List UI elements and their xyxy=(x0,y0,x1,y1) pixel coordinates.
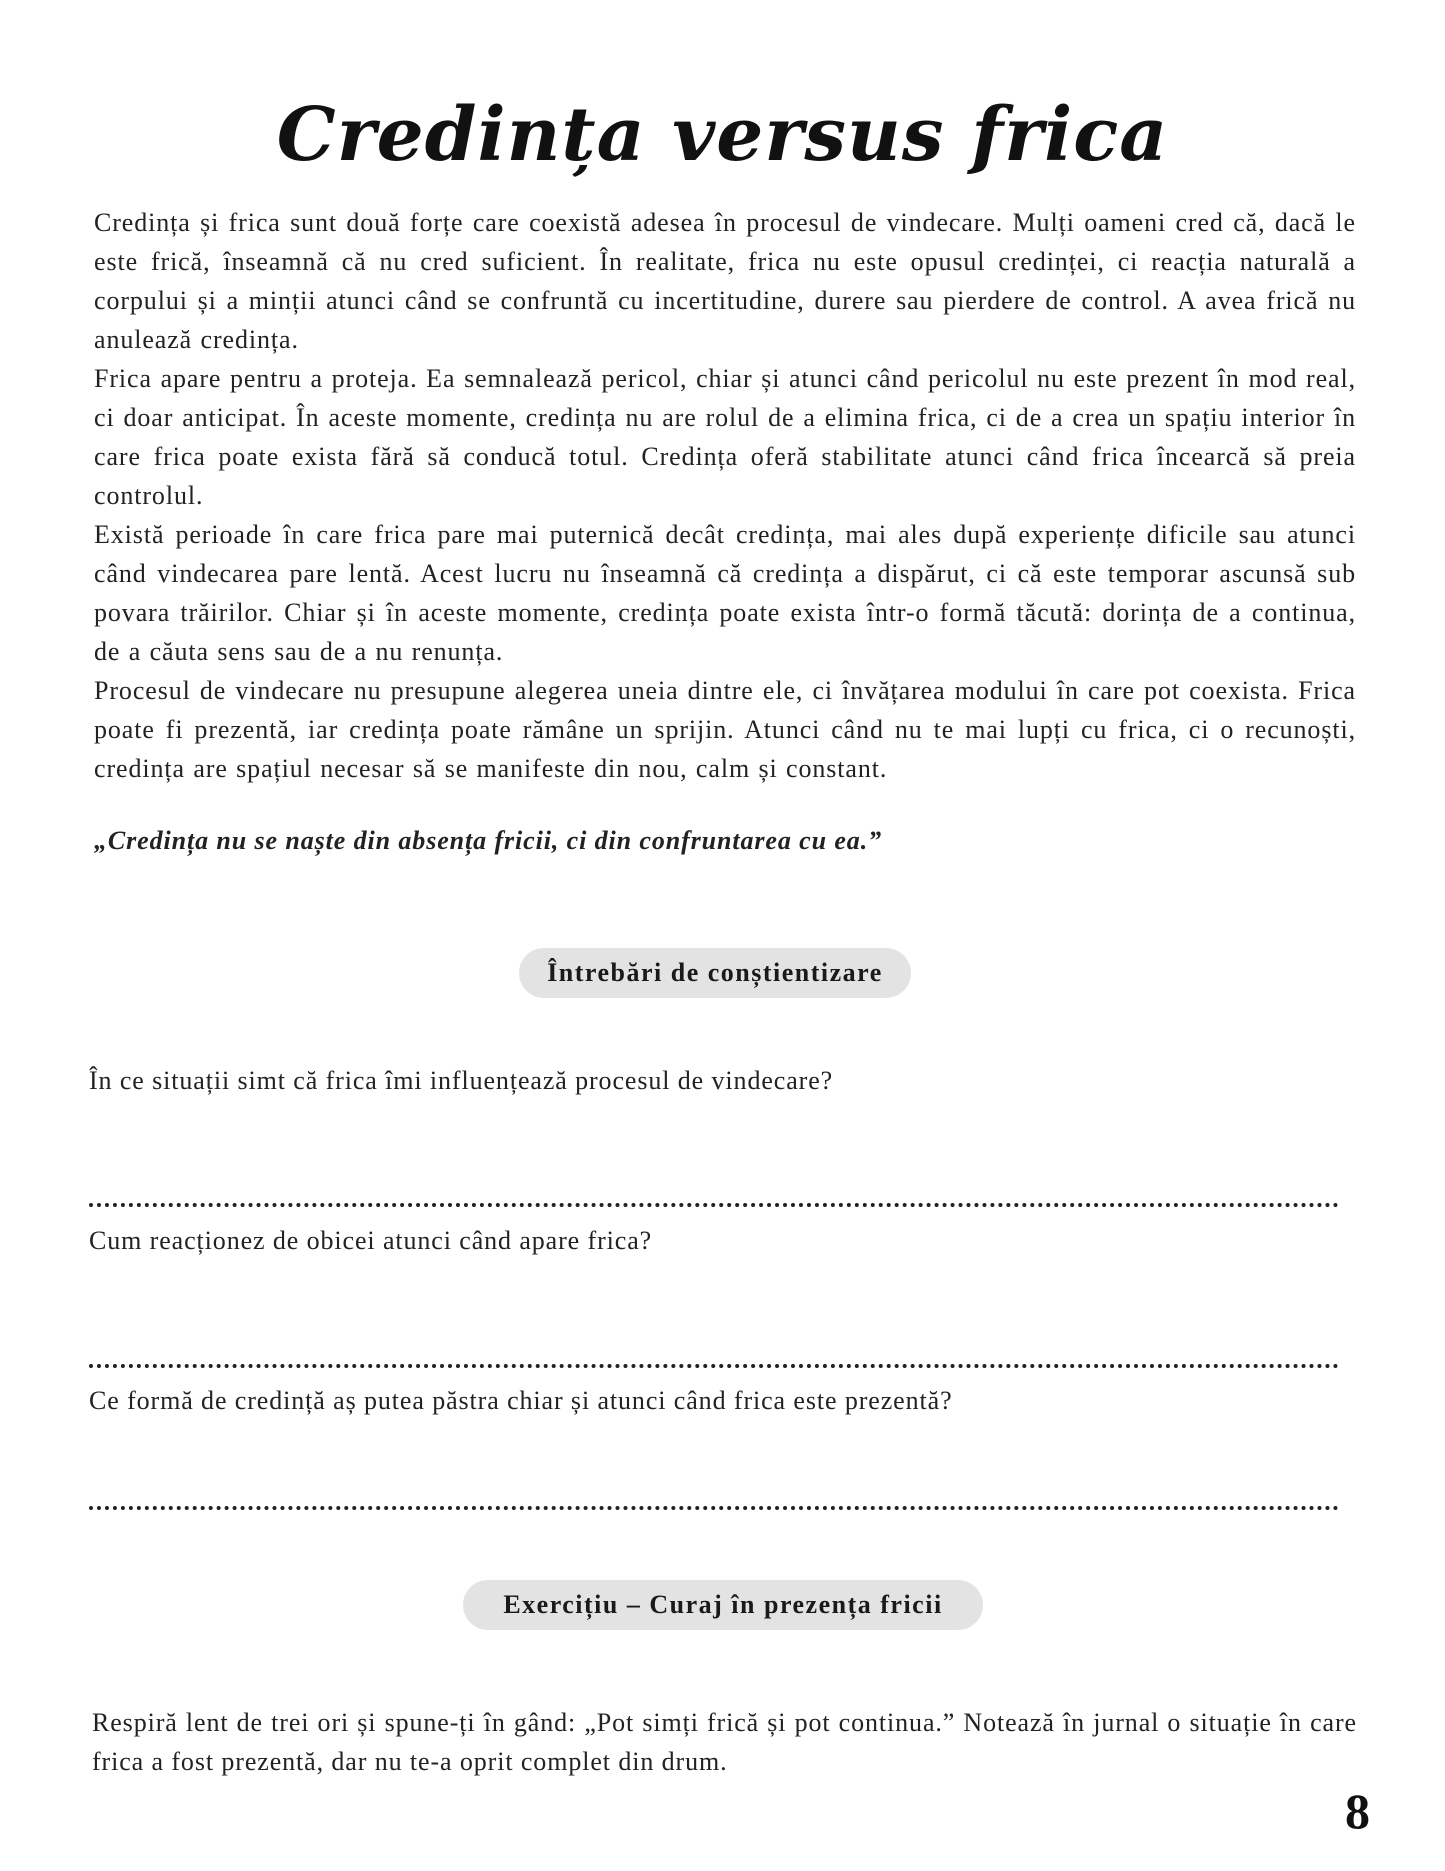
exercise-heading: Exercițiu – Curaj în prezența fricii xyxy=(463,1580,983,1630)
paragraph-3: Există perioade în care frica pare mai puternică decât credința, mai ales după experiențe dificile sau atunci când vindecarea pare lentă. Acest lucru nu înseamnă că credința a dispărut, ci că este temporar ascunsă sub povara trăirilor. Chiar și în aceste momente, credința poate exista într-o formă tăcută: dorința de a continua, de a căuta sens sau de a nu renunța. xyxy=(94,520,1356,666)
answer-line-1[interactable] xyxy=(89,1203,1339,1207)
body-text xyxy=(94,203,1356,788)
page-number: 8 xyxy=(1345,1783,1370,1839)
paragraph-4: Procesul de vindecare nu presupune alegerea uneia dintre ele, ci învățarea modului în care pot coexista. Frica poate fi prezentă, iar credința poate rămâne un sprijin. Atunci când nu te mai lupți cu frica, ci o recunoști, credința are spațiul necesar să se manifeste din nou, calm și constant. xyxy=(94,676,1356,783)
answer-line-3[interactable] xyxy=(89,1506,1339,1510)
awareness-questions-heading: Întrebări de conștientizare xyxy=(519,948,911,998)
question-2: Cum reacționez de obicei atunci când apare frica? xyxy=(89,1226,653,1255)
paragraph-1: Credința și frica sunt două forțe care coexistă adesea în procesul de vindecare. Mulți oameni cred că, dacă le este frică, înseamnă că nu cred suficient. În realitate, frica nu este opusul credinței, ci reacția naturală a corpului și a minții atunci când se confruntă cu incertitudine, durere sau pierdere de control. A avea frică nu anulează credința. xyxy=(94,208,1356,354)
paragraph-2: Frica apare pentru a proteja. Ea semnalează pericol, chiar și atunci când pericolul nu este prezent în mod real, ci doar anticipat. În aceste momente, credința nu are rolul de a elimina frica, ci de a crea un spațiu interior în care frica poate exista fără să conducă totul. Credința oferă stabilitate atunci când frica încearcă să preia controlul. xyxy=(94,364,1356,510)
exercise-text: Respiră lent de trei ori și spune-ți în gând: „Pot simți frică și pot continua.” Notează în jurnal o situație în care frica a fost prezentă, dar nu te-a oprit complet din drum. xyxy=(92,1708,1357,1776)
question-3: Ce formă de credință aș putea păstra chiar și atunci când frica este prezentă? xyxy=(89,1386,953,1415)
answer-line-2[interactable] xyxy=(89,1364,1339,1368)
quote: „Credința nu se naște din absența fricii, ci din confruntarea cu ea.” xyxy=(94,826,883,855)
page-title: Credința versus frica xyxy=(276,92,1169,178)
question-1: În ce situații simt că frica îmi influențează procesul de vindecare? xyxy=(89,1066,834,1095)
